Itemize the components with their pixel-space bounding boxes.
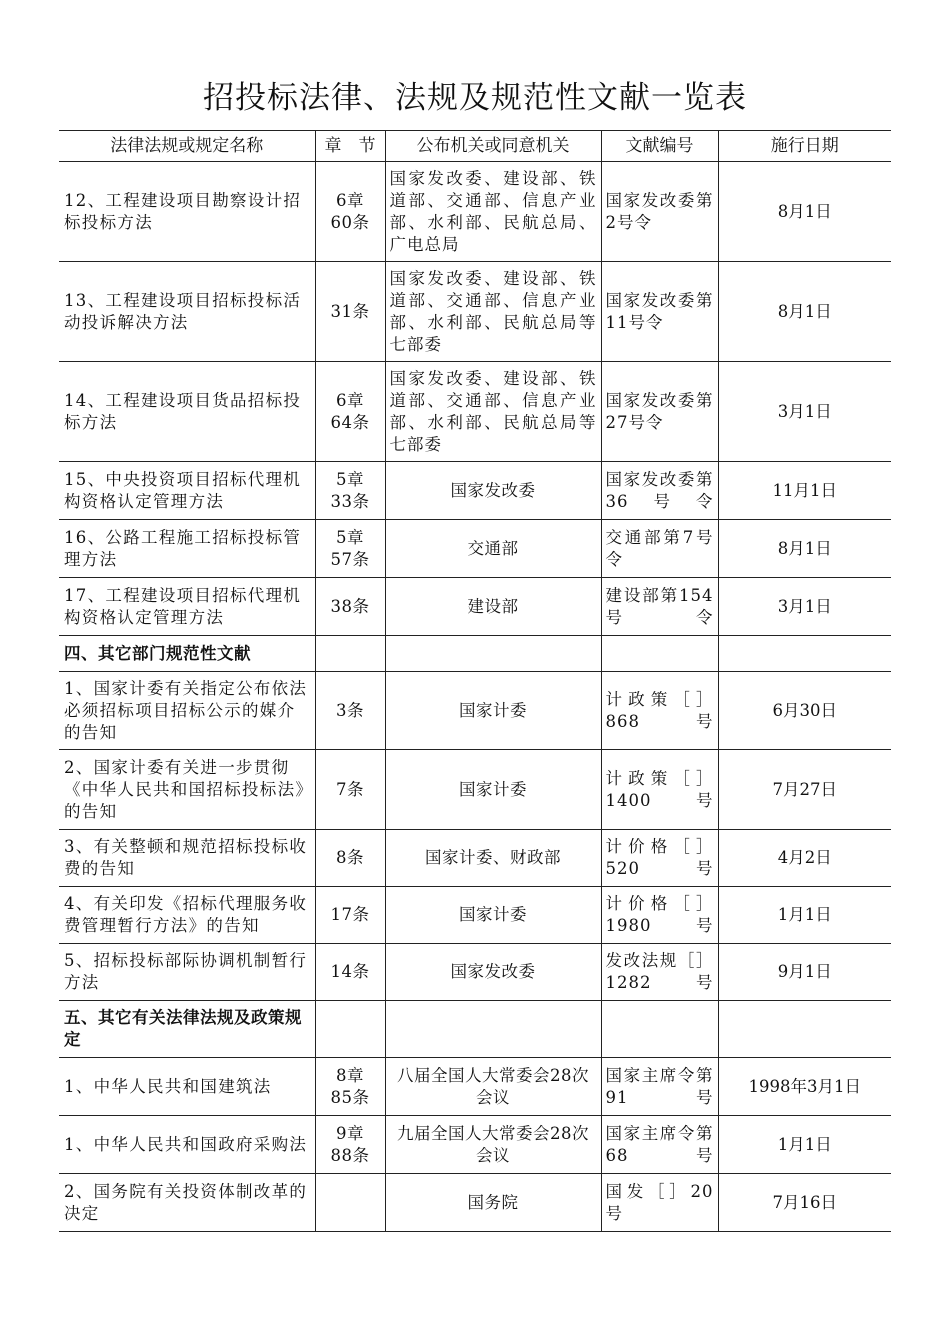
empty-cell <box>315 1001 385 1058</box>
effective-date-cell: 6月30日 <box>718 672 891 750</box>
document-number-cell: 计政策［］868号 <box>601 672 718 750</box>
publisher-cell: 国家发改委、建设部、铁道部、交通部、信息产业部、水利部、民航总局等七部委 <box>385 362 601 462</box>
section-heading: 五、其它有关法律法规及政策规定 <box>59 1001 315 1058</box>
empty-cell <box>718 1001 891 1058</box>
table-row <box>59 520 891 578</box>
publisher-cell: 国家发改委、建设部、铁道部、交通部、信息产业部、水利部、民航总局等七部委 <box>385 262 601 362</box>
publisher-cell: 建设部 <box>385 578 601 636</box>
section-count-cell: 5章 33条 <box>315 462 385 520</box>
effective-date-cell: 8月1日 <box>718 520 891 578</box>
document-number-cell: 建设部第154号令 <box>601 578 718 636</box>
regulation-name-cell: 1、中华人民共和国建筑法 <box>59 1058 315 1116</box>
table-row <box>59 262 891 362</box>
table-row <box>59 887 891 944</box>
empty-cell <box>718 636 891 672</box>
table-row <box>59 1174 891 1232</box>
section-count-cell: 8条 <box>315 830 385 887</box>
regulation-name-cell: 5、招标投标部际协调机制暂行方法 <box>59 944 315 1001</box>
regulation-name-cell: 3、有关整顿和规范招标投标收费的告知 <box>59 830 315 887</box>
section-count-cell: 7条 <box>315 750 385 830</box>
regulation-name-cell: 17、工程建设项目招标代理机构资格认定管理方法 <box>59 578 315 636</box>
table-header-row <box>59 131 891 162</box>
section-count-cell: 38条 <box>315 578 385 636</box>
document-number-cell: 国家发改委第2号令 <box>601 162 718 262</box>
effective-date-cell: 7月16日 <box>718 1174 891 1232</box>
regulation-name-cell: 4、有关印发《招标代理服务收费管理暂行方法》的告知 <box>59 887 315 944</box>
empty-cell <box>315 636 385 672</box>
regulation-name-cell: 16、公路工程施工招标投标管理方法 <box>59 520 315 578</box>
document-number-cell: 国发［］20号 <box>601 1174 718 1232</box>
table-row <box>59 672 891 750</box>
section-count-cell: 8章 85条 <box>315 1058 385 1116</box>
publisher-cell: 国家计委 <box>385 887 601 944</box>
publisher-cell: 国家发改委 <box>385 944 601 1001</box>
effective-date-cell: 3月1日 <box>718 362 891 462</box>
header-section: 章 节 <box>315 131 385 162</box>
section-count-cell: 6章 60条 <box>315 162 385 262</box>
section-count-cell: 5章 57条 <box>315 520 385 578</box>
section-count-cell: 6章 64条 <box>315 362 385 462</box>
effective-date-cell: 11月1日 <box>718 462 891 520</box>
table-row <box>59 750 891 830</box>
section-count-cell: 31条 <box>315 262 385 362</box>
table-row <box>59 1116 891 1174</box>
empty-cell <box>385 1001 601 1058</box>
effective-date-cell: 3月1日 <box>718 578 891 636</box>
effective-date-cell: 8月1日 <box>718 262 891 362</box>
regulation-name-cell: 13、工程建设项目招标投标活动投诉解决方法 <box>59 262 315 362</box>
table-row <box>59 944 891 1001</box>
effective-date-cell: 4月2日 <box>718 830 891 887</box>
effective-date-cell: 1月1日 <box>718 1116 891 1174</box>
regulation-name-cell: 1、国家计委有关指定公布依法必须招标项目招标公示的媒介的告知 <box>59 672 315 750</box>
publisher-cell: 交通部 <box>385 520 601 578</box>
document-number-cell: 发改法规［］1282号 <box>601 944 718 1001</box>
empty-cell <box>601 636 718 672</box>
document-number-cell: 国家主席令第91号 <box>601 1058 718 1116</box>
section-count-cell: 3条 <box>315 672 385 750</box>
publisher-cell: 国务院 <box>385 1174 601 1232</box>
publisher-cell: 国家计委 <box>385 672 601 750</box>
table-row <box>59 830 891 887</box>
header-document-number: 文献编号 <box>601 131 718 162</box>
regulations-table <box>59 130 891 1232</box>
effective-date-cell: 1月1日 <box>718 887 891 944</box>
table-row <box>59 362 891 462</box>
regulation-name-cell: 15、中央投资项目招标代理机构资格认定管理方法 <box>59 462 315 520</box>
document-number-cell: 交通部第7号令 <box>601 520 718 578</box>
section-heading-row <box>59 636 891 672</box>
table-row <box>59 462 891 520</box>
document-number-cell: 国家发改委第11号令 <box>601 262 718 362</box>
regulation-name-cell: 12、工程建设项目勘察设计招标投标方法 <box>59 162 315 262</box>
section-count-cell: 9章 88条 <box>315 1116 385 1174</box>
document-number-cell: 计价格［］1980号 <box>601 887 718 944</box>
empty-cell <box>601 1001 718 1058</box>
regulation-name-cell: 1、中华人民共和国政府采购法 <box>59 1116 315 1174</box>
header-name: 法律法规或规定名称 <box>59 131 315 162</box>
publisher-cell: 国家发改委、建设部、铁道部、交通部、信息产业部、水利部、民航总局、广电总局 <box>385 162 601 262</box>
section-count-cell <box>315 1174 385 1232</box>
empty-cell <box>385 636 601 672</box>
section-heading: 四、其它部门规范性文献 <box>59 636 315 672</box>
header-effective-date: 施行日期 <box>718 131 891 162</box>
document-title: 招投标法律、法规及规范性文献一览表 <box>203 80 747 116</box>
table-row <box>59 578 891 636</box>
publisher-cell: 国家计委 <box>385 750 601 830</box>
effective-date-cell: 7月27日 <box>718 750 891 830</box>
regulation-name-cell: 2、国家计委有关进一步贯彻《中华人民共和国招标投标法》的告知 <box>59 750 315 830</box>
document-number-cell: 计政策［］1400号 <box>601 750 718 830</box>
section-count-cell: 17条 <box>315 887 385 944</box>
publisher-cell: 国家发改委 <box>385 462 601 520</box>
table-row <box>59 1058 891 1116</box>
section-count-cell: 14条 <box>315 944 385 1001</box>
table-body <box>59 162 891 1232</box>
effective-date-cell: 9月1日 <box>718 944 891 1001</box>
document-number-cell: 国家发改委第36号令 <box>601 462 718 520</box>
publisher-cell: 国家计委、财政部 <box>385 830 601 887</box>
table-row <box>59 162 891 262</box>
document-number-cell: 计价格［］520号 <box>601 830 718 887</box>
regulation-name-cell: 2、国务院有关投资体制改革的决定 <box>59 1174 315 1232</box>
header-publisher: 公布机关或同意机关 <box>385 131 601 162</box>
document-number-cell: 国家发改委第27号令 <box>601 362 718 462</box>
document-number-cell: 国家主席令第68号 <box>601 1116 718 1174</box>
effective-date-cell: 8月1日 <box>718 162 891 262</box>
regulation-name-cell: 14、工程建设项目货品招标投标方法 <box>59 362 315 462</box>
publisher-cell: 八届全国人大常委会28次会议 <box>385 1058 601 1116</box>
effective-date-cell: 1998年3月1日 <box>718 1058 891 1116</box>
section-heading-row <box>59 1001 891 1058</box>
publisher-cell: 九届全国人大常委会28次会议 <box>385 1116 601 1174</box>
